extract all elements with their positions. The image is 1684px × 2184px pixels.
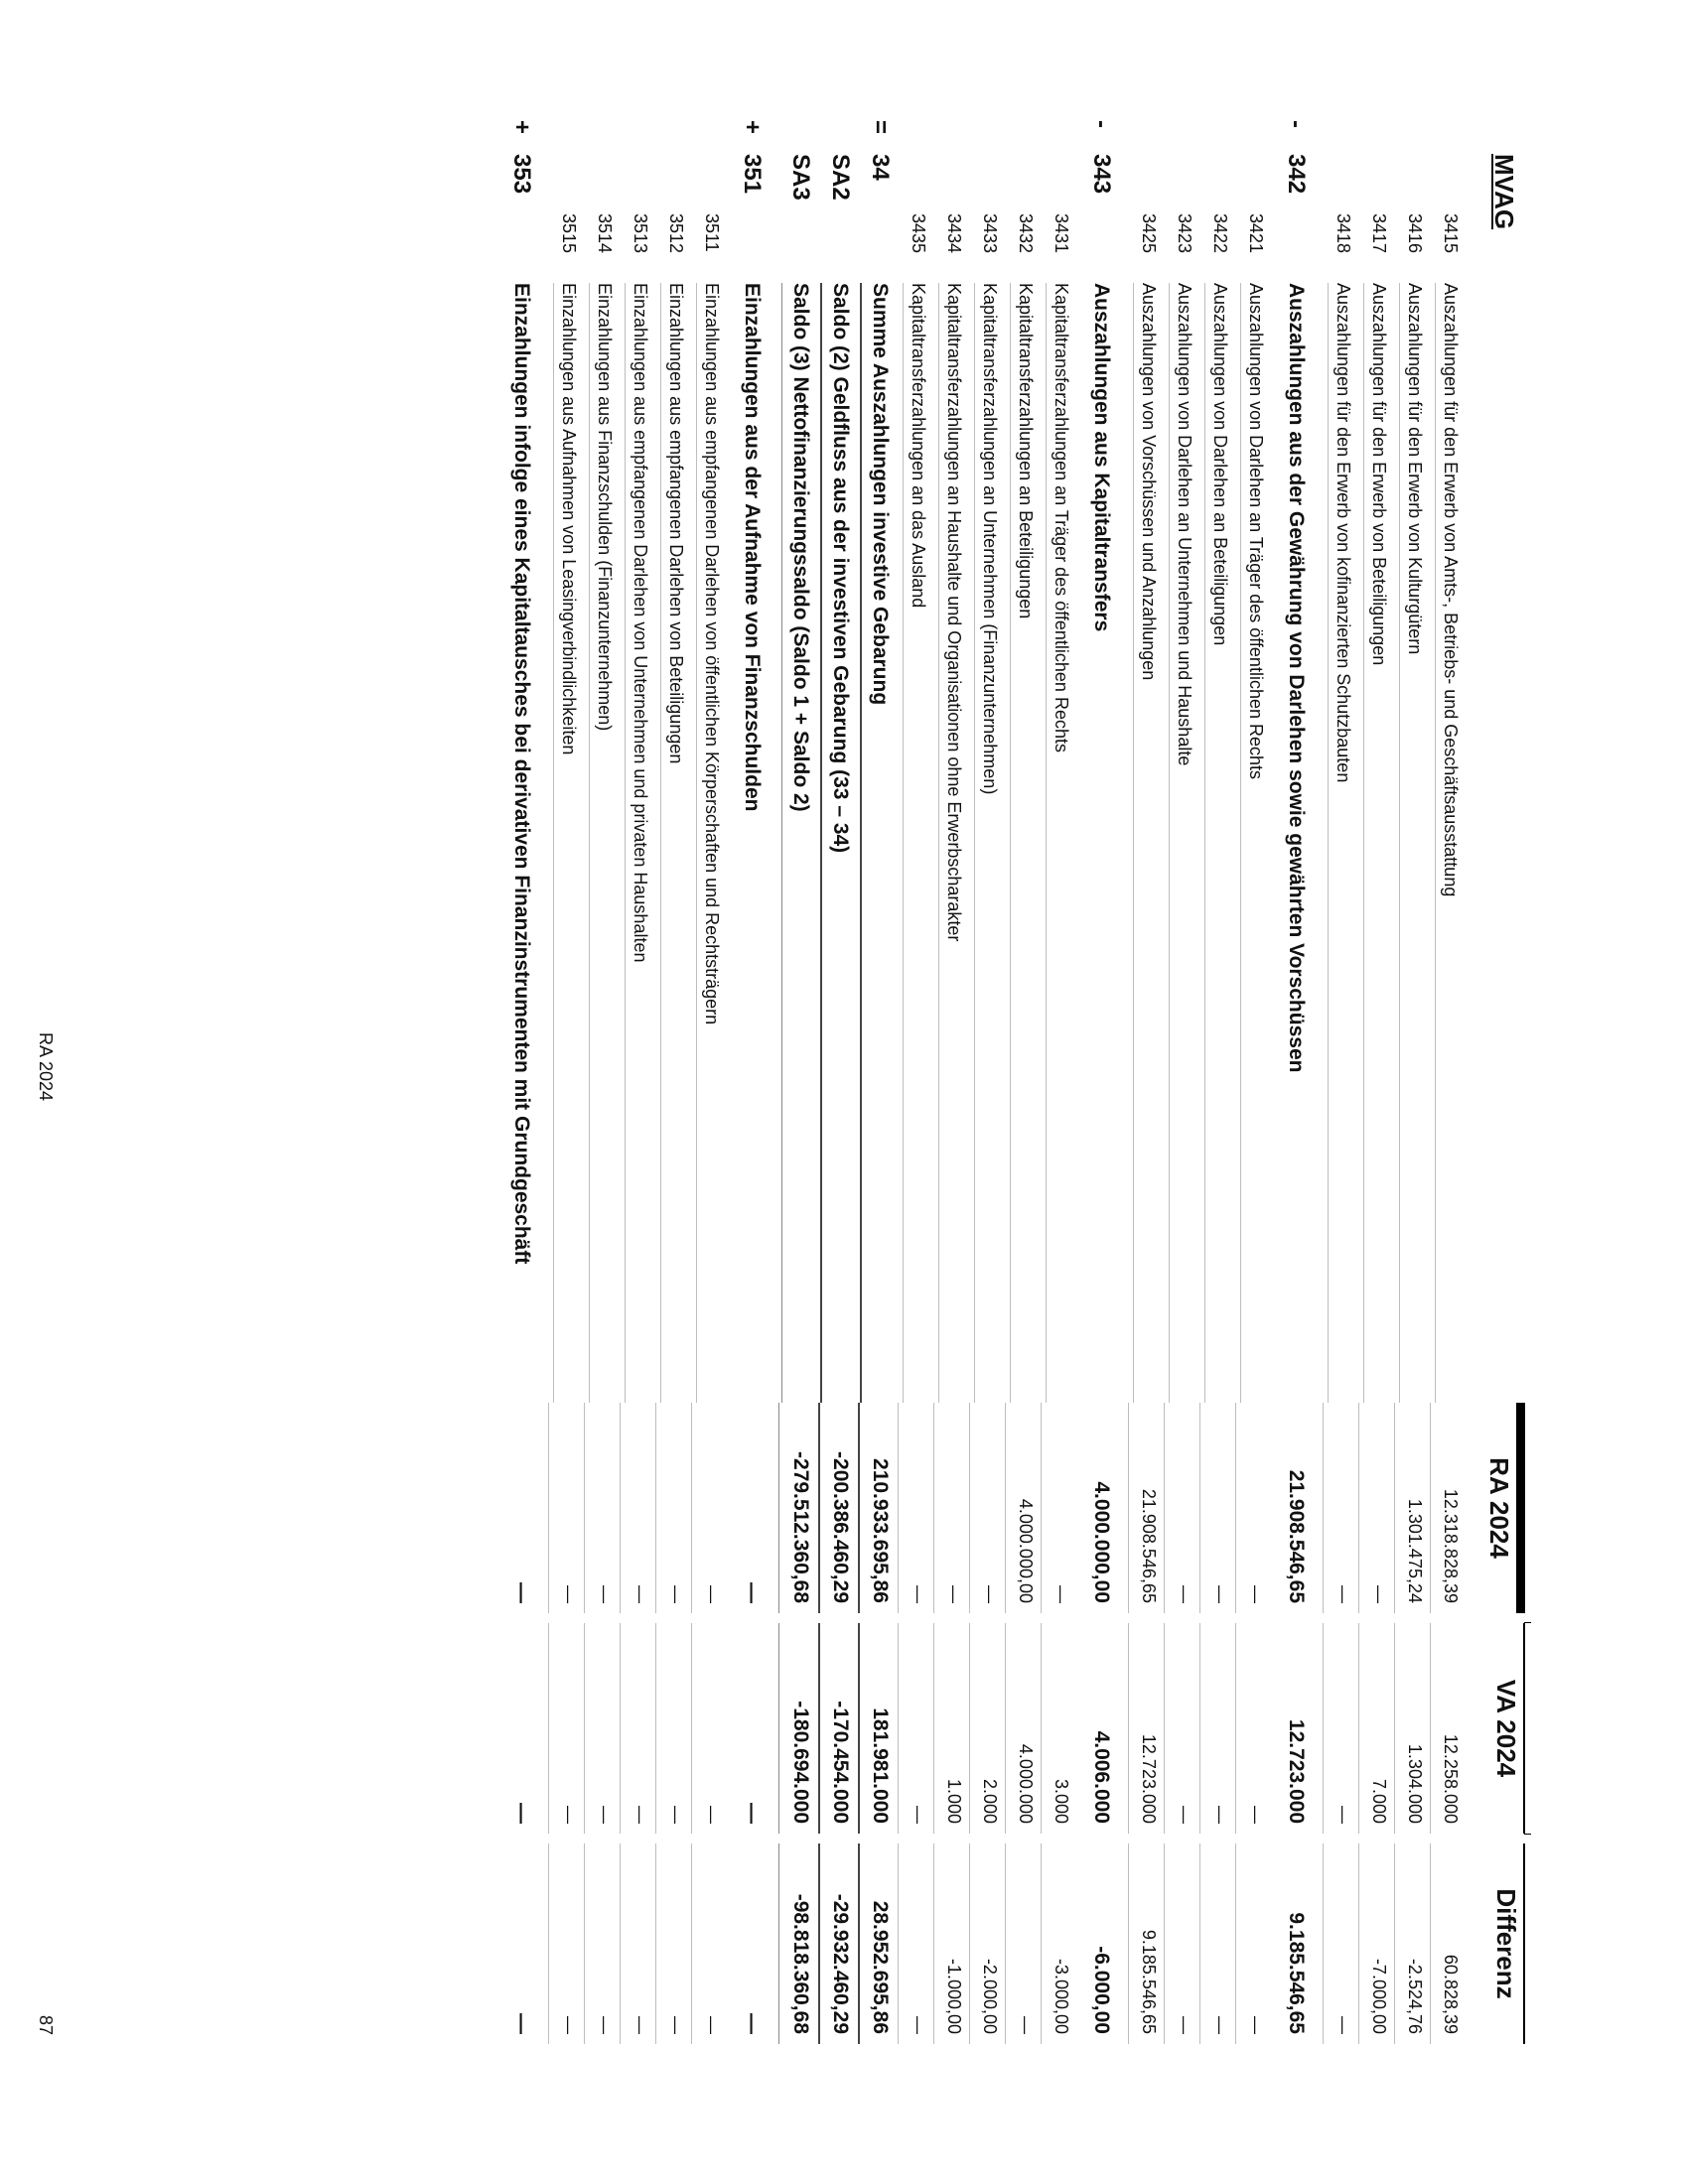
- financial-table: [479, 120, 1529, 2044]
- table-row: [479, 120, 548, 2044]
- va-2024-value: —: [691, 1623, 727, 1834]
- differenz-value: -6.000,00: [1090, 1946, 1113, 2034]
- mvag-code: 34: [867, 154, 894, 181]
- differenz-header: Differenz: [1489, 1843, 1525, 2044]
- differenz-value: —: [1005, 1843, 1041, 2044]
- table-row: [1394, 154, 1430, 2044]
- ra-2024-value: —: [1041, 1403, 1076, 1613]
- ra-2024-value: —: [1323, 1403, 1358, 1613]
- mvag-code: 343: [1088, 154, 1115, 195]
- differenz-value: -2.000,00: [969, 1843, 1005, 2044]
- row-description: Einzahlungen aus empfangenen Darlehen von öffentlichen Körperschaften und Rechtsträgern: [696, 283, 727, 1403]
- account-code: 3431: [1052, 213, 1071, 254]
- va-2024-value: 2.000: [969, 1623, 1005, 1834]
- row-description: Einzahlungen aus Aufnahmen von Leasingverbindlichkeiten: [553, 283, 584, 1403]
- row-description: Einzahlungen infolge eines Kapitaltausches bei derivativen Finanzinstrumenten mit Grundgeschäft: [510, 283, 533, 1265]
- row-description: Kapitaltransferzahlungen an Haushalte und Organisationen ohne Erwerbscharakter: [938, 283, 969, 1403]
- ra-2024-value: —: [510, 1582, 533, 1603]
- operator-sign: +: [508, 120, 535, 135]
- account-code: 3423: [1175, 213, 1194, 254]
- account-code: 3435: [909, 213, 928, 254]
- row-description: Auszahlungen aus Kapitaltransfers: [1090, 283, 1113, 632]
- page-number: 87: [36, 2015, 56, 2036]
- table-row: [548, 154, 584, 2044]
- table-row: [1271, 120, 1323, 2044]
- differenz-value: —: [1323, 1843, 1358, 2044]
- operator-sign: =: [867, 120, 894, 135]
- table-row: [933, 154, 969, 2044]
- ra-2024-value: —: [969, 1403, 1005, 1613]
- ra-2024-value: —: [1164, 1403, 1199, 1613]
- va-2024-value: 12.258.000: [1430, 1623, 1466, 1834]
- mvag-code: 351: [739, 154, 766, 195]
- row-description: Kapitaltransferzahlungen an Unternehmen (Finanzunternehmen): [974, 283, 1005, 1403]
- differenz-value: -29.932.460,29: [818, 1843, 858, 2044]
- differenz-value: —: [510, 2013, 533, 2034]
- account-code: 3512: [666, 213, 686, 254]
- account-code: 3422: [1210, 213, 1230, 254]
- table-row: [1076, 120, 1128, 2044]
- table-row: [1323, 154, 1358, 2044]
- ra-2024-value: -200.386.460,29: [818, 1403, 858, 1613]
- row-description: Kapitaltransferzahlungen an Träger des öffentlichen Rechts: [1046, 283, 1076, 1403]
- va-2024-value: -170.454.000: [818, 1623, 858, 1834]
- mvag-code: 353: [508, 154, 535, 195]
- table-row: [1358, 154, 1394, 2044]
- va-2024-value: —: [584, 1623, 620, 1834]
- ra-2024-value: —: [898, 1403, 933, 1613]
- mvag-header: MVAG: [1489, 154, 1519, 230]
- ra-2024-value: 12.318.828,39: [1430, 1403, 1466, 1613]
- row-description: Saldo (3) Nettofinanzierungssaldo (Saldo 1 + Saldo 2): [781, 283, 818, 1403]
- va-2024-value: 4.006.000: [1090, 1730, 1113, 1824]
- row-description: Summe Auszahlungen investive Gebarung: [860, 283, 898, 1403]
- va-2024-value: —: [655, 1623, 691, 1834]
- table-row: [691, 154, 727, 2044]
- table-row: [1430, 154, 1466, 2044]
- ra-2024-value: —: [655, 1403, 691, 1613]
- table-header: [1466, 154, 1529, 2044]
- ra-2024-value: —: [584, 1403, 620, 1613]
- ra-2024-value: 1.301.475,24: [1394, 1403, 1430, 1613]
- ra-2024-value: 4.000.000,00: [1005, 1403, 1041, 1613]
- row-description: Auszahlungen von Darlehen an Unternehmen und Haushalte: [1169, 283, 1199, 1403]
- va-2024-value: —: [898, 1623, 933, 1834]
- differenz-value: 9.185.546,65: [1285, 1912, 1308, 2034]
- va-2024-value: —: [548, 1623, 584, 1834]
- ra-2024-value: —: [741, 1582, 764, 1603]
- differenz-value: -1.000,00: [933, 1843, 969, 2044]
- table-body: [479, 120, 1466, 2044]
- row-description: Auszahlungen für den Erwerb von Kulturgütern: [1399, 283, 1430, 1403]
- va-2024-value: —: [1164, 1623, 1199, 1834]
- footer-document-label: RA 2024: [36, 1032, 56, 1102]
- row-description: Einzahlungen aus der Aufnahme von Finanzschulden: [741, 283, 764, 812]
- table-row: [1128, 154, 1164, 2044]
- row-description: Auszahlungen von Darlehen an Träger des öffentlichen Rechts: [1240, 283, 1271, 1403]
- differenz-value: -7.000,00: [1358, 1843, 1394, 2044]
- ra-2024-value: —: [1235, 1403, 1271, 1613]
- ra-2024-value: 210.933.695,86: [858, 1403, 898, 1613]
- row-description: Auszahlungen aus der Gewährung von Darlehen sowie gewährten Vorschüssen: [1285, 283, 1308, 1073]
- differenz-value: —: [898, 1843, 933, 2044]
- table-row: [818, 154, 858, 2044]
- table-row: [584, 154, 620, 2044]
- ra-2024-value: 21.908.546,65: [1285, 1469, 1308, 1603]
- differenz-value: -2.524,76: [1394, 1843, 1430, 2044]
- table-row: [1164, 154, 1199, 2044]
- account-code: 3421: [1246, 213, 1266, 254]
- va-2024-value: —: [620, 1623, 655, 1834]
- table-row: [969, 154, 1005, 2044]
- va-2024-value: 1.000: [933, 1623, 969, 1834]
- ra-2024-value: —: [548, 1403, 584, 1613]
- table-row: [655, 154, 691, 2044]
- operator-sign: -: [1088, 120, 1115, 128]
- ra-2024-header: RA 2024: [1482, 1403, 1525, 1613]
- table-row: [727, 120, 778, 2044]
- va-2024-value: 3.000: [1041, 1623, 1076, 1834]
- account-code: 3417: [1369, 213, 1389, 254]
- va-2024-value: 1.304.000: [1394, 1623, 1430, 1834]
- mvag-code: SA3: [787, 154, 814, 201]
- account-code: 3432: [1016, 213, 1036, 254]
- account-code: 3511: [702, 213, 722, 252]
- differenz-value: —: [741, 2013, 764, 2034]
- differenz-value: -3.000,00: [1041, 1843, 1076, 2044]
- differenz-value: 60.828,39: [1430, 1843, 1466, 2044]
- va-2024-value: 181.981.000: [858, 1623, 898, 1834]
- row-description: Saldo (2) Geldfluss aus der investiven Gebarung (33 – 34): [820, 283, 858, 1403]
- operator-sign: +: [739, 120, 766, 135]
- ra-2024-value: 4.000.000,00: [1090, 1481, 1113, 1603]
- account-code: 3513: [631, 213, 650, 254]
- va-2024-value: —: [510, 1803, 533, 1824]
- ra-2024-value: 21.908.546,65: [1128, 1403, 1164, 1613]
- account-code: 3433: [980, 213, 1000, 254]
- ra-2024-value: —: [620, 1403, 655, 1613]
- differenz-value: -98.818.360,68: [778, 1843, 818, 2044]
- differenz-value: 28.952.695,86: [858, 1843, 898, 2044]
- account-code: 3514: [595, 213, 615, 254]
- ra-2024-value: —: [691, 1403, 727, 1613]
- operator-sign: -: [1283, 120, 1310, 128]
- va-2024-header: VA 2024: [1489, 1623, 1525, 1834]
- differenz-value: —: [620, 1843, 655, 2044]
- table-row: [858, 120, 898, 2044]
- table-row: [1041, 154, 1076, 2044]
- differenz-value: —: [548, 1843, 584, 2044]
- account-code: 3434: [944, 213, 964, 254]
- va-2024-value: —: [1235, 1623, 1271, 1834]
- differenz-value: —: [1164, 1843, 1199, 2044]
- row-description: Einzahlungen aus empfangenen Darlehen von Unternehmen und privaten Haushalten: [625, 283, 655, 1403]
- account-code: 3415: [1441, 213, 1461, 254]
- table-row: [898, 154, 933, 2044]
- table-row: [1199, 154, 1235, 2044]
- ra-2024-value: —: [1358, 1403, 1394, 1613]
- differenz-value: —: [691, 1843, 727, 2044]
- differenz-value: —: [1235, 1843, 1271, 2044]
- differenz-value: —: [1199, 1843, 1235, 2044]
- table-row: [1235, 154, 1271, 2044]
- va-2024-value: 12.723.000: [1285, 1718, 1308, 1824]
- row-description: Kapitaltransferzahlungen an das Ausland: [903, 283, 933, 1403]
- row-description: Einzahlungen aus empfangenen Darlehen von Beteiligungen: [660, 283, 691, 1403]
- account-code: 3416: [1405, 213, 1425, 254]
- row-description: Auszahlungen von Vorschüssen und Anzahlungen: [1133, 283, 1164, 1403]
- account-code: 3515: [559, 213, 579, 254]
- va-2024-value: 7.000: [1358, 1623, 1394, 1834]
- ra-2024-value: —: [933, 1403, 969, 1613]
- differenz-value: 9.185.546,65: [1128, 1843, 1164, 2044]
- row-description: Auszahlungen von Darlehen an Beteiligungen: [1204, 283, 1235, 1403]
- mvag-code: SA2: [827, 154, 854, 201]
- table-row: [778, 154, 818, 2044]
- row-description: Auszahlungen für den Erwerb von kofinanzierten Schutzbauten: [1328, 283, 1358, 1403]
- table-row: [620, 154, 655, 2044]
- va-2024-value: 4.000.000: [1005, 1623, 1041, 1834]
- mvag-code: 342: [1283, 154, 1310, 195]
- row-description: Kapitaltransferzahlungen an Beteiligungen: [1010, 283, 1041, 1403]
- va-2024-value: —: [741, 1803, 764, 1824]
- row-description: Auszahlungen für den Erwerb von Beteiligungen: [1363, 283, 1394, 1403]
- va-2024-value: —: [1323, 1623, 1358, 1834]
- differenz-value: —: [655, 1843, 691, 2044]
- ra-2024-value: -279.512.360,68: [778, 1403, 818, 1613]
- differenz-value: —: [584, 1843, 620, 2044]
- table-row: [1005, 154, 1041, 2044]
- va-2024-value: —: [1199, 1623, 1235, 1834]
- row-description: Auszahlungen für den Erwerb von Amts-, Betriebs- und Geschäftsausstattung: [1435, 283, 1466, 1403]
- account-code: 3425: [1139, 213, 1159, 254]
- row-description: Einzahlungen aus Finanzschulden (Finanzunternehmen): [589, 283, 620, 1403]
- account-code: 3418: [1333, 213, 1353, 254]
- va-2024-value: -180.694.000: [778, 1623, 818, 1834]
- ra-2024-value: —: [1199, 1403, 1235, 1613]
- va-2024-value: 12.723.000: [1128, 1623, 1164, 1834]
